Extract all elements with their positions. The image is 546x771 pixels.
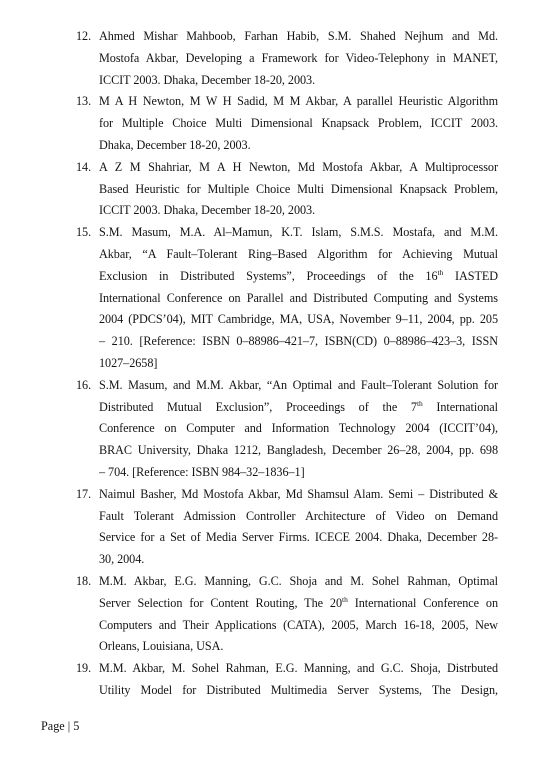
reference-number: 17. [76,486,92,501]
reference-text [99,375,498,484]
reference-number: 12. [76,29,92,43]
reference-line: Computers and Their Applications (CATA), 2005, March 16-18, 2005, New [99,617,498,632]
reference-line: S.M. Masum, and M.M. Akbar, “An Optimal and Fault–Tolerant Solution for [99,377,498,392]
reference-text [99,222,498,375]
reference-number: 18. [76,573,92,588]
reference-number: 15. [76,225,92,240]
reference-line: A Z M Shahriar, M A H Newton, Md Mostofa Akbar, A Multiprocessor [99,159,498,174]
reference-text [99,26,498,91]
ordinal-superscript: th [416,398,423,408]
reference-text [99,157,498,222]
reference-line-text: Exclusion in Distributed Systems”, Proceedings of the 16 [99,268,438,283]
reference-line: – 704. [Reference: ISBN 984–32–1836–1] [99,464,305,479]
reference-line [99,397,498,419]
reference-item [76,222,498,375]
reference-line: Dhaka, December 18-20, 2003. [99,137,251,152]
reference-line: Ahmed Mishar Mahboob, Farhan Habib, S.M. Shahed Nejhum and Md. [99,29,498,43]
reference-line: for Multiple Choice Multi Dimensional Knapsack Problem, ICCIT 2003. [99,116,498,131]
reference-item [76,91,498,156]
reference-line: Naimul Basher, Md Mostofa Akbar, Md Shamsul Alam. Semi – Distributed & [99,486,498,501]
reference-line: Orleans, Louisiana, USA. [99,639,224,654]
reference-text [99,571,498,658]
reference-list [76,26,498,702]
reference-number: 16. [76,377,92,392]
reference-item [76,658,498,702]
reference-line: M.M. Akbar, E.G. Manning, G.C. Shoja and M. Sohel Rahman, Optimal [99,573,498,588]
reference-line: 1027–2658] [99,355,158,370]
reference-number: 14. [76,159,92,174]
reference-line: Akbar, “A Fault–Tolerant Ring–Based Algorithm for Achieving Mutual [99,246,498,261]
ordinal-superscript: th [342,594,348,604]
reference-item [76,26,498,91]
reference-item [76,375,498,484]
reference-text [99,91,498,156]
reference-item [76,484,498,571]
reference-item [76,157,498,222]
reference-line: Mostofa Akbar, Developing a Framework for Video-Telephony in MANET, [99,50,498,65]
reference-line: Fault Tolerant Admission Controller Architecture of Video on Demand [99,508,498,523]
reference-text [99,484,498,571]
reference-line: Conference on Computer and Information Technology 2004 (ICCIT’04), [99,421,498,436]
reference-line-text: Distributed Mutual Exclusion”, Proceedings of the 7 [99,399,417,414]
reference-line [99,593,498,615]
reference-line-text: International [422,399,498,414]
reference-item [76,571,498,658]
reference-line: BRAC University, Dhaka 1212, Bangladesh, December 26–28, 2004, pp. 698 [99,443,498,458]
reference-line: ICCIT 2003. Dhaka, December 18-20, 2003. [99,203,316,218]
reference-number: 13. [76,94,92,109]
reference-line: International Conference on Parallel and Distributed Computing and Systems [99,290,498,305]
reference-line: ICCIT 2003. Dhaka, December 18-20, 2003. [99,72,316,87]
reference-line-text: International Conference on [347,595,498,610]
reference-line: Utility Model for Distributed Multimedia Server Systems, The Design, [99,682,498,697]
reference-line: 30, 2004. [99,552,145,567]
page-footer: Page | 5 [41,719,80,733]
ordinal-superscript: th [437,267,444,277]
reference-line [99,266,498,288]
reference-line: 2004 (PDCS’04), MIT Cambridge, MA, USA, November 9–11, 2004, pp. 205 [99,312,498,327]
reference-line: S.M. Masum, M.A. Al–Mamun, K.T. Islam, S.M.S. Mostafa, and M.M. [99,225,498,240]
reference-line: – 210. [Reference: ISBN 0–88986–421–7, ISBN(CD) 0–88986–423–3, ISSN [99,334,498,349]
reference-line-text: Server Selection for Content Routing, The 20 [99,595,343,610]
reference-text [99,658,498,702]
reference-line: Based Heuristic for Multiple Choice Multi Dimensional Knapsack Problem, [99,181,498,196]
reference-line: Service for a Set of Media Server Firms. ICECE 2004. Dhaka, December 28- [99,530,498,545]
reference-line: M.M. Akbar, M. Sohel Rahman, E.G. Manning, and G.C. Shoja, Distrbuted [99,661,498,676]
reference-line: M A H Newton, M W H Sadid, M M Akbar, A parallel Heuristic Algorithm [99,94,498,109]
reference-number: 19. [76,661,92,676]
reference-line-text: IASTED [443,268,498,283]
